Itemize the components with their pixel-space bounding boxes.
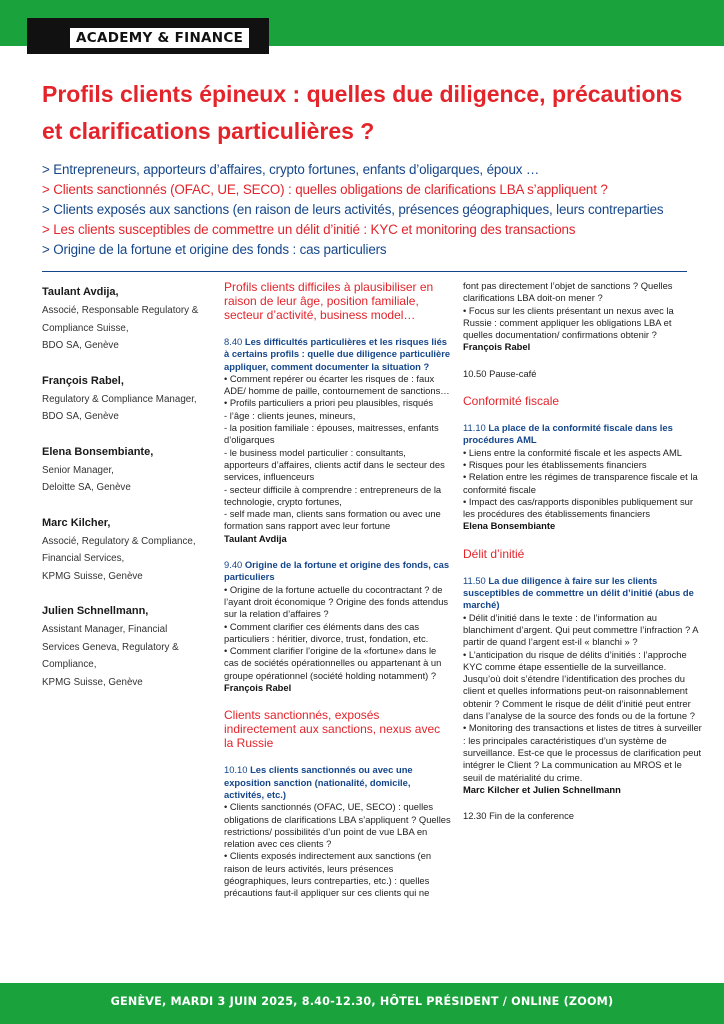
session-item: • Clients sanctionnés (OFAC, UE, SECO) : quelles obligations de clarifications LBA s’appliquent ? Quelles restrictions/ possibilités d’un point de vue LBA en relation avec ces clients ? — [224, 801, 451, 850]
speaker-company: KPMG Suisse, Genève — [42, 570, 143, 582]
speaker-role: Senior Manager, — [42, 464, 114, 476]
speaker-card — [42, 282, 212, 355]
speaker-company: Deloitte SA, Genève — [42, 482, 131, 493]
session-time: 10.10 — [224, 764, 248, 776]
speaker-card — [42, 371, 212, 426]
event-details: GENÈVE, MARDI 3 JUIN 2025, 8.40-12.30, HÔTEL PRÉSIDENT / ONLINE (ZOOM) — [110, 995, 614, 1008]
session-speaker: François Rabel — [463, 341, 531, 353]
topic-bullet: > Clients exposés aux sanctions (en raison de leurs activités, présences géographiques, leurs contreparties — [42, 202, 664, 217]
speaker-card — [42, 601, 212, 691]
speaker-role: Associé, Regulatory & Compliance, — [42, 535, 196, 547]
session-title-text: La due diligence à faire sur les clients susceptibles de commettre un délit d’initié (abus de marché) — [463, 574, 694, 611]
speaker-card — [42, 442, 212, 497]
program-column-middle — [224, 280, 452, 900]
session-item: • L’anticipation du risque de délits d’initiés : l’approche KYC comme étape essentielle de la surveillance. Jusqu’où doit s’étendre l’identification des proches du client et quelles informations peut-on raisonnablement obtenir ? Comment le risque de délit d’initié peut entrer dans l’analyse de la source des fonds ou de la fortune ? — [463, 648, 695, 722]
session-speaker: Marc Kilcher et Julien Schnellmann — [463, 783, 621, 795]
session-item: • Comment clarifier ces éléments dans des cas particuliers : héritier, divorce, trust, fondation, etc. — [224, 620, 429, 644]
speaker-card — [42, 513, 212, 586]
speaker-role: Compliance, — [42, 659, 97, 670]
session-title-text: La place de la conformité fiscale dans les procédures AML — [463, 422, 673, 446]
session-item: - self made man, clients sans formation ou avec une formation sans rapport avec leur fortune — [224, 508, 441, 532]
speaker-role: Services Geneva, Regulatory & — [42, 641, 179, 653]
page-title: Profils clients épineux : quelles due diligence, précautions et clarifications particulières ? — [42, 81, 683, 144]
topic-bullet: > Clients sanctionnés (OFAC, UE, SECO) : quelles obligations de clarifications LBA s’appliquent ? — [42, 182, 608, 197]
session-item: - le business model particulier : consultants, apporteurs d’affaires, clients actif dans le secteur des services, influenceurs — [224, 446, 445, 483]
section-heading: Conformité fiscale — [463, 394, 560, 409]
session-item: • Clients exposés indirectement aux sanctions (en raison de leurs activités, leurs présences géographiques, leurs contreparties, etc.) : quelles précautions faut-il appliquer sur ces clients qui ne — [224, 850, 432, 899]
speaker-company: BDO SA, Genève — [42, 411, 119, 422]
session-item: • Comment clarifier l’origine de la «fortune» dans le cas de sociétés opérationnelles ou appartenant à un groupe opérationnel (société holding notamment) ? — [224, 645, 442, 681]
topic-bullet: > Origine de la fortune et origine des fonds : cas particuliers — [42, 242, 387, 257]
speaker-role: Financial Services, — [42, 553, 125, 564]
speakers-column — [42, 282, 212, 707]
topic-bullet-list — [42, 160, 712, 260]
brand-label: ACADEMY & FINANCE — [68, 26, 251, 50]
session-item: • Délit d’initié dans le texte : de l’information au blanchiment d’argent. Qui peut commettre l’infraction ? A partir de quand l’argent est-il « blanchi » ? — [463, 611, 699, 648]
session-item: • Origine de la fortune actuelle du cocontractant ? de l’ayant droit économique ? Origine des fonds attendus sur la relation d’affaires ? — [224, 583, 449, 620]
session-title — [224, 764, 452, 801]
speaker-role: Assistant Manager, Financial — [42, 624, 168, 635]
speaker-name: Marc Kilcher, — [42, 516, 111, 529]
section-heading: Délit d’initié — [463, 546, 525, 561]
session-title-text: Les clients sanctionnés ou avec une exposition sanction (nationalité, domicile, activités, etc.) — [224, 764, 413, 800]
speaker-role: Regulatory & Compliance Manager, — [42, 393, 197, 405]
session-item: - secteur difficile à comprendre : entrepreneurs de la technologie, crypto fortunes, — [224, 483, 442, 507]
session-time: 9.40 — [224, 559, 243, 571]
session-title-text: Origine de la fortune et origine des fonds, cas particuliers — [224, 559, 450, 583]
session-item: - l’âge : clients jeunes, mineurs, — [224, 409, 356, 421]
session-speaker: Elena Bonsembiante — [463, 520, 556, 532]
session-item: font pas directement l’objet de sanctions ? Quelles clarifications LBA doit-on mener ? — [463, 280, 673, 304]
session-item: • Liens entre la conformité fiscale et les aspects AML — [463, 446, 683, 458]
session-time: 11.10 — [463, 422, 486, 434]
session-item: - la position familiale : épouses, maitresses, enfants d’oligarques — [224, 422, 439, 446]
topic-bullet: > Les clients susceptibles de commettre un délit d’initié : KYC et monitoring des transactions — [42, 222, 576, 237]
session-title-text: Les difficultés particulières et les risques liés à certains profils : quelle due diligence particulière appliquer, comment documenter la situation ? — [224, 336, 451, 372]
session-item: • Focus sur les clients présentant un nexus avec la Russie : comment appliquer les obligations LBA et quelles documentation/ confirmations obtenir ? — [463, 304, 674, 341]
end-of-conference: 12.30 Fin de la conference — [463, 810, 575, 822]
session-title — [224, 336, 452, 373]
session-title — [463, 575, 703, 612]
session-item: • Risques pour les établissements financiers — [463, 458, 647, 470]
session-item: • Monitoring des transactions et listes de titres à surveiller : les principales caractéristiques d’un système de surveillance. Est-ce que le processus de clarification peut intégrer le Client ? La communication au MROS et le seuil de matérialité du crime. — [463, 722, 702, 783]
session-title — [224, 559, 452, 584]
topic-bullet: > Entrepreneurs, apporteurs d’affaires, crypto fortunes, enfants d’oligarques, époux … — [42, 162, 540, 177]
coffee-break: 10.50 Pause-café — [463, 367, 537, 379]
session-item: • Profils particuliers a priori peu plausibles, risqués — [224, 397, 434, 409]
session-speaker: Taulant Avdija — [224, 532, 287, 544]
speaker-name: François Rabel, — [42, 374, 124, 387]
speaker-role: Compliance Suisse, — [42, 322, 129, 334]
session-title — [463, 422, 703, 447]
section-heading: Profils clients difficiles à plausibiliser en raison de leur âge, position familiale, secteur d’activité, business model… — [224, 280, 434, 322]
session-speaker: François Rabel — [224, 682, 292, 694]
speaker-name: Julien Schnellmann, — [42, 605, 149, 617]
speaker-company: BDO SA, Genève — [42, 340, 119, 351]
speaker-name: Taulant Avdija, — [42, 286, 119, 298]
speaker-role: Associé, Responsable Regulatory & — [42, 305, 199, 316]
session-item: • Relation entre les régimes de transparence fiscale et la conformité fiscale — [463, 471, 698, 495]
session-time: 8.40 — [224, 336, 243, 347]
section-divider — [42, 271, 687, 272]
speaker-name: Elena Bonsembiante, — [42, 445, 154, 458]
session-item: • Impact des cas/rapports disponibles publiquement sur les procédures des établissements financiers — [463, 495, 693, 520]
section-heading: Clients sanctionnés, exposés indirectement aux sanctions, nexus avec la Russie — [224, 708, 441, 751]
session-item: • Comment repérer ou écarter les risques de : faux ADE/ homme de paille, contournement de sanctions… — [224, 372, 450, 397]
session-time: 11.50 — [463, 574, 486, 586]
speaker-company: KPMG Suisse, Genève — [42, 676, 143, 688]
program-column-right — [463, 280, 703, 822]
